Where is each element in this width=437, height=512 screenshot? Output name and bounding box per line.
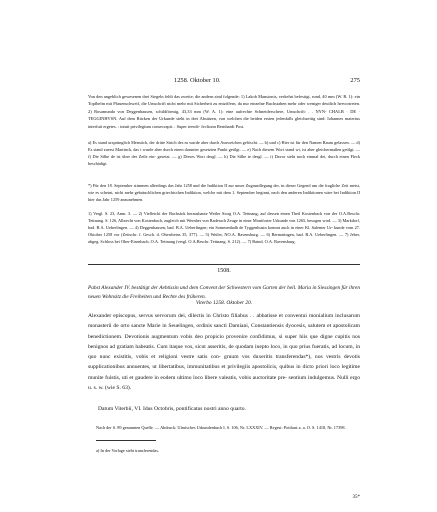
- document-number: 1508.: [217, 268, 231, 274]
- textual-notes: a) Es stand ursprünglich Menstich, der dritte Strich des m wurde aber durch Ausweichen gelöscht. — b) und c) Hier ist für den Namen Raum gelassen. — d) Es stand zuerst Martinch, das t wurde aber durch einen darunter gesetzten Punkt getilgt. — e) Nach diesem Wort stand wi, ist aber gleichermaßen getilgt. — f) Die Silbe de ist über der Zeile ein- gesetzt. — g) Dieses Wort desgl. — h) Die Silbe te desgl. — i) Davor steht noch einmal dei, durch einen Fleck beschädigt.: [88, 140, 360, 166]
- seal-description: Von den angeblich gewesenen drei Siegeln fehlt das zweite; die andern sind folgende: 1) Lakob Mansionis, verkehrt befestigt, rund, 40 mm (W. B. 1): ein Topfhelm mit Pfauenschweif, die Umschrift nicht mehr mit Sicherheit zu entziffern, da nur einzelne Buchstaben mehr oder weniger deutlich hervortreten. 2) Rosamunda von Deggenhausen, schildförmig, 43,33 mm (W. A. 1): eine aufrechte Schneiderschere, Umschrift: . . NYN- CHALB · DE · TEGGINHVSN. Auf dem Rücken der Urkunde steht in drei Absätzen, von welchen die beiden ersten jedenfalls gleichzeitig sind: Iohannes materius interfuit ergetes. : intuit privilegium consecrapit. : Super teeodi- fecfionn Bernhardi Post.: [88, 94, 360, 129]
- numbered-footnotes: 1) Vergl. S. 23, Anm. 3. — 2) Vielleicht der Bachsäck herausbaute Weiler Storg O.A. Tettnang, auf dessen einen Theil Kostenbach von der O.A.Beschr. Tettnang. S. 126, Albrecht von Kostenbach, zugleich mit Wernher von Raderach Zeuge in einer Montforter Urkunde von 1265, besogen wird. — 3) Markdorf, bad. B.A. Ueberlingen. — 4) Deggenhausen, bad. B.A. Ueberlingen; ein Sommenhalb de Tyggenhusin kommt auch in einer Kl. Salemer Ur- kunde vom 27. Oktober 1258 vor (Zeitschr. f. Gesch. d. Oberrheins 35, 377). — 5) Weiler, NO.A. Ravensburg. — 6) Bermatingen, bad. B.A. Ueberlingen. — 7) Jeber, abgeg. Schloss bei Ober-Eisenbach, O.A. Tettnang (vergl. O.A.Beschr. Tettnang. S. 212). — 7) Baind, O.A. Ravensburg.: [88, 211, 360, 244]
- source-line: Nach der S. 89 genannten Quelle. — Abdruck: Ulmisches Urkundenbuch I, S. 106, Nr. LXXXIV. — Regest: Potthast a. a. O. S. 1418, Nr. 17398.: [96, 425, 346, 431]
- document-body: Alexander episcopus, servus servorum dei, dilectis in Christo filiabus . . abbatisse et conventui monialium inclusarum monasterii de orto sancte Marie in Seuelingen, ordinis sancti Damiani, Constantiensis dyocesis, salutem et apostolicam benedictionem. Devotionis augmentum vobis deo propicio provenire confidimus, si super hiis que digne cupitis nos benignos ad gratiam habeatis. Cum itaque vos, sicut asseritis, de quodam inepto loco, in quo prius fueratis, ad locum, in quo nunc existitis, vobis et religioni vestre satis con- gruum vos duxeritis transferendas*), nos vestris devotis supplicationibus annuentes, ut libertatibus, immunitatibus et privilegiis apostolicis, quibus in dicto priori loco legitime munite fuistis, uti et gaudere in eodem ultimo loco libere valeatis, vobis auctoritate pre- sentium indulgemus. Nulli ergo u. s. w. (wie S. 63).: [88, 313, 360, 392]
- footnote-star: *) Für den 18. September stimmen allerdings das Jahr 1258 und die Indiktion II zur unser Zugrundlegung der, in dieser Gegend um die fragliche Zeit meist, wie es scheint, nicht mehr gebräuchlichen griechischen Indiktion, welche mit dem 1. September beginnt, nach den anderen Indiktionen wäre bei Indiktion II hier das Jahr 1259 anzunehmen.: [88, 183, 360, 202]
- running-header: [88, 77, 360, 84]
- footnote-divider: [96, 440, 156, 441]
- page-number: 275: [350, 77, 360, 84]
- document-summary: Pabst Alexander IV. bestätigt der Aebtissin und dem Convent der Schwestern vom Garten der heil. Maria in Siessingen für ihren neuen Wohnsitz die Freiheiten und Rechte des früheren.: [88, 285, 360, 300]
- document-note-a: a) In der Vorlage steht transferendas.: [96, 448, 160, 454]
- signature-mark: 35*: [352, 495, 360, 500]
- running-title: 1258. Oktober 10.: [174, 77, 221, 84]
- document-dateline: Viterbo 1258. Oktober 20.: [195, 300, 253, 306]
- section-divider: [88, 264, 360, 265]
- document-closing: Datum Viterbii, VI. Idus Octobris, pontificatus nostri anno quarto.: [98, 406, 246, 412]
